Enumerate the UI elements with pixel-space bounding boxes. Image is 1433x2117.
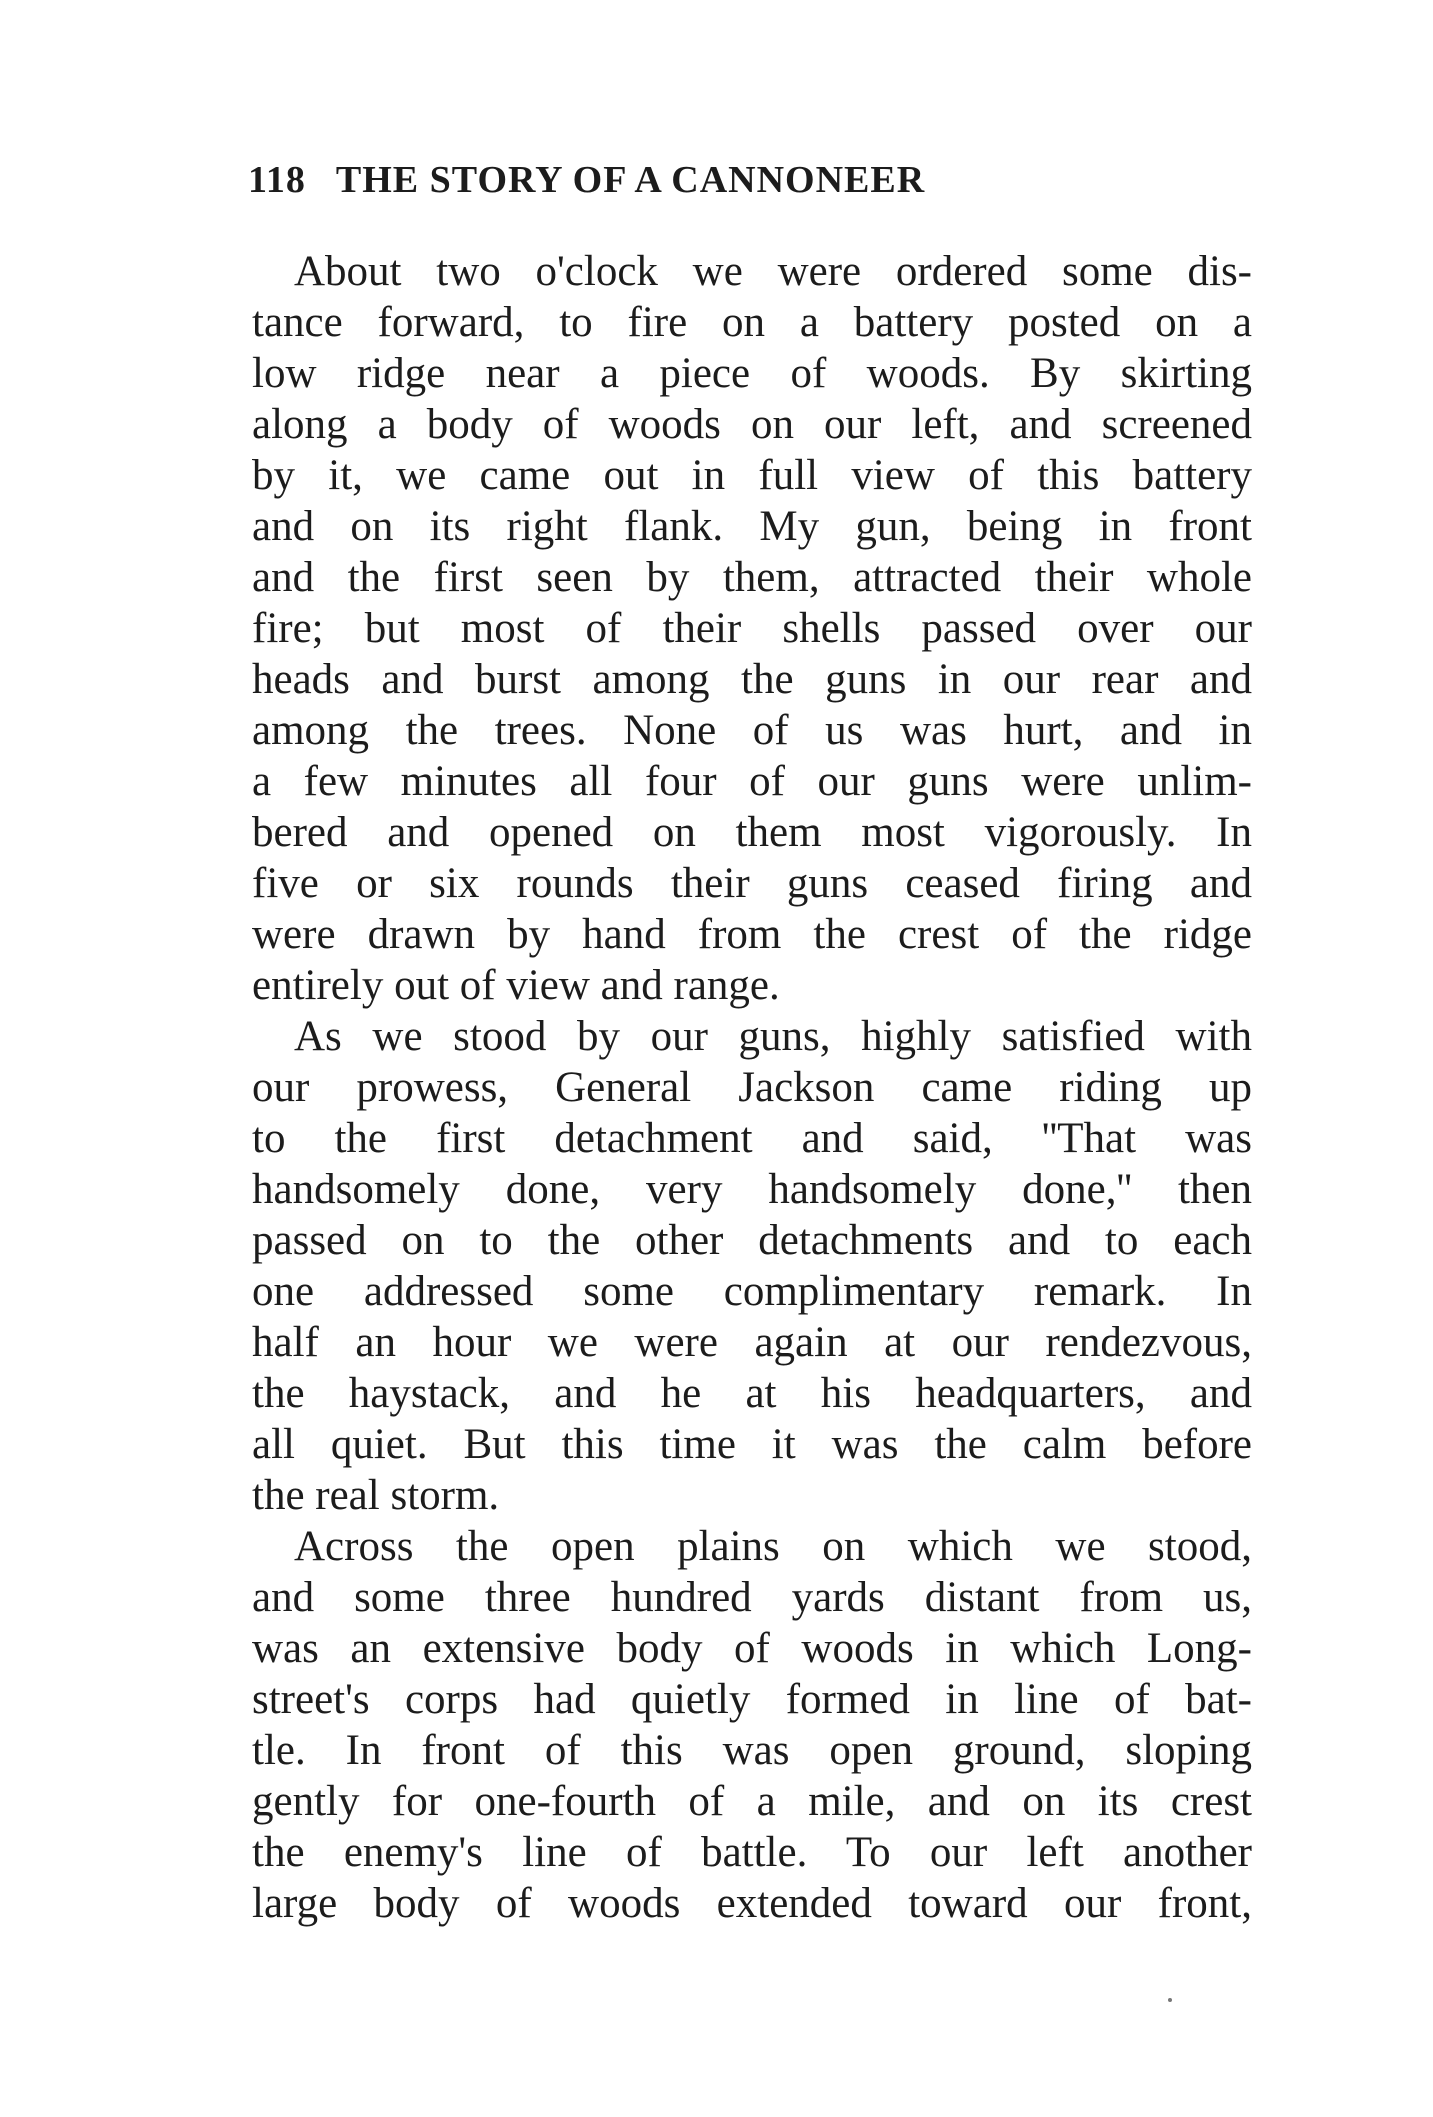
text-line: the real storm.: [252, 1472, 500, 1519]
text-line: five or six rounds their guns ceased firing and: [252, 860, 1252, 907]
text-line: handsomely done, very handsomely done,'' then: [252, 1166, 1252, 1213]
page-number: 118: [248, 159, 306, 201]
text-line: all quiet. But this time it was the calm before: [252, 1421, 1252, 1468]
text-line: low ridge near a piece of woods. By skirting: [252, 350, 1252, 397]
body-text: [252, 246, 1252, 1929]
text-line: one addressed some complimentary remark. In: [252, 1268, 1252, 1315]
text-line: entirely out of view and range.: [252, 962, 780, 1009]
text-line: among the trees. None of us was hurt, and in: [252, 707, 1252, 754]
text-line: Across the open plains on which we stood,: [294, 1523, 1252, 1570]
paragraph-1: [252, 246, 1252, 1011]
running-title: THE STORY OF A CANNONEER: [335, 159, 926, 201]
text-line: the haystack, and he at his headquarters, and: [252, 1370, 1252, 1417]
text-line: tance forward, to fire on a battery posted on a: [252, 299, 1252, 346]
text-line: heads and burst among the guns in our rear and: [252, 656, 1252, 703]
text-line: half an hour we were again at our rendezvous,: [252, 1319, 1252, 1366]
text-line: and the first seen by them, attracted their whole: [252, 554, 1252, 601]
text-line: large body of woods extended toward our front,: [252, 1880, 1252, 1927]
text-line: and some three hundred yards distant from us,: [252, 1574, 1252, 1621]
text-line: passed on to the other detachments and to each: [252, 1217, 1252, 1264]
text-line: gently for one-fourth of a mile, and on its crest: [252, 1778, 1252, 1825]
text-line: About two o'clock we were ordered some dis-: [294, 248, 1252, 295]
text-line: street's corps had quietly formed in line of bat-: [252, 1676, 1252, 1723]
text-line: a few minutes all four of our guns were unlim-: [252, 758, 1252, 805]
text-line: fire; but most of their shells passed over our: [252, 605, 1252, 652]
paragraph-3: [252, 1521, 1252, 1929]
text-line: were drawn by hand from the crest of the ridge: [252, 911, 1252, 958]
text-line: the enemy's line of battle. To our left another: [252, 1829, 1252, 1876]
text-line: along a body of woods on our left, and screened: [252, 401, 1252, 448]
running-head: [248, 158, 925, 218]
scan-speck: [1168, 1998, 1172, 2002]
text-line: tle. In front of this was open ground, sloping: [252, 1727, 1252, 1774]
text-line: and on its right flank. My gun, being in front: [252, 503, 1252, 550]
text-line: by it, we came out in full view of this battery: [252, 452, 1252, 499]
paragraph-2: [252, 1011, 1252, 1521]
text-line: As we stood by our guns, highly satisfied with: [294, 1013, 1252, 1060]
text-line: our prowess, General Jackson came riding up: [252, 1064, 1252, 1111]
text-line: was an extensive body of woods in which Long-: [252, 1625, 1252, 1672]
text-line: bered and opened on them most vigorously. In: [252, 809, 1252, 856]
text-line: to the first detachment and said, ''That was: [252, 1115, 1252, 1162]
